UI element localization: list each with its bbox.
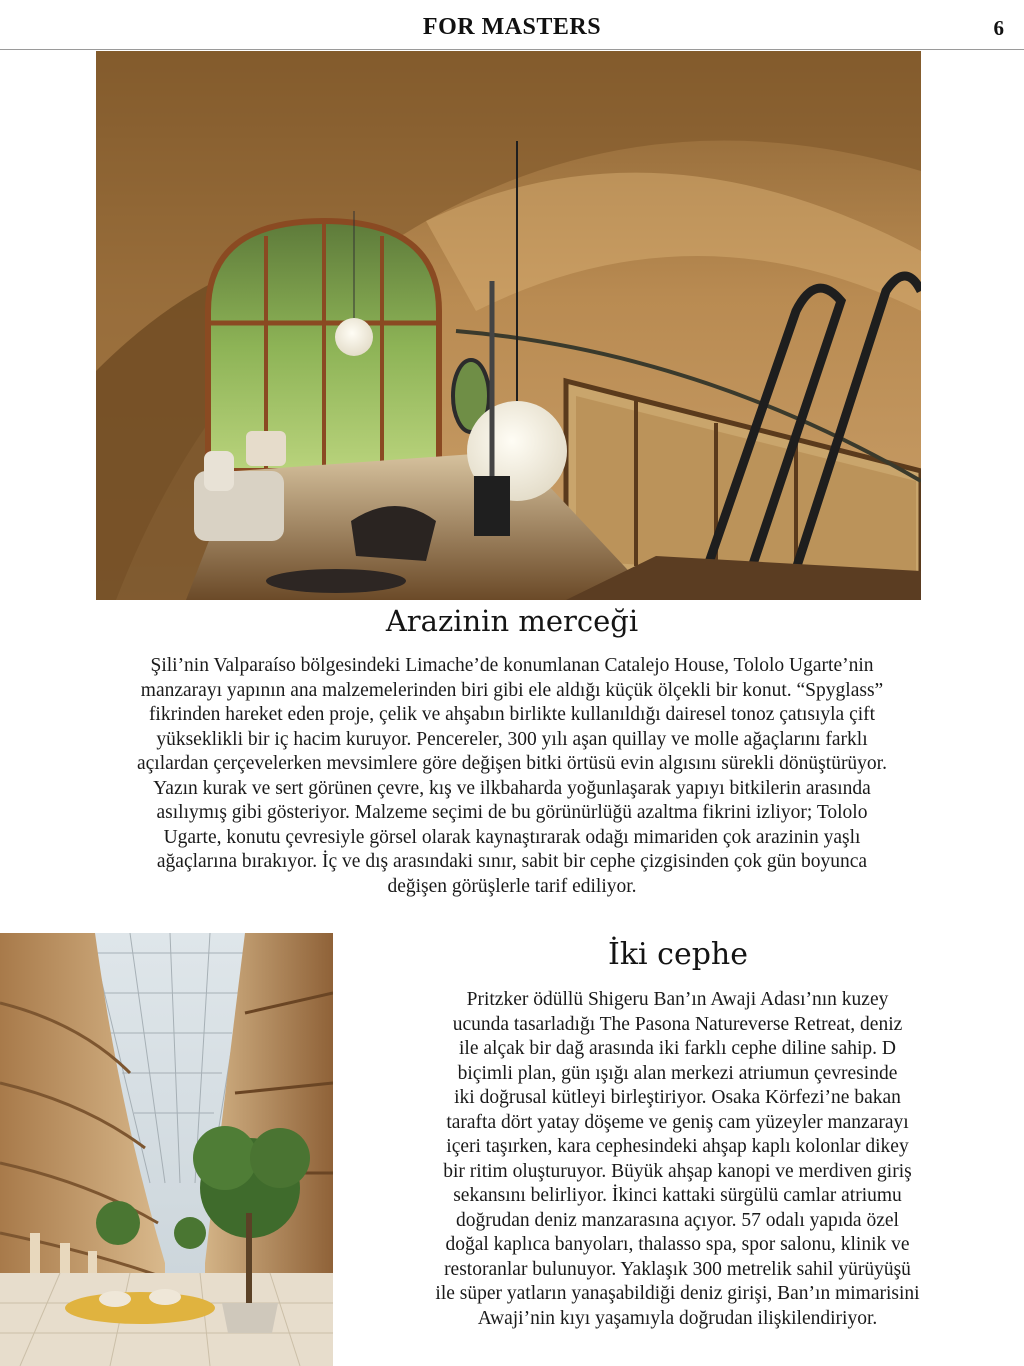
- article-2-title: İki cephe: [608, 937, 748, 972]
- article-1-line: yükseklikli bir iç hacim kuruyor. Pencereler, 300 yılı aşan quillay ve molle ağaçlarını farklı: [156, 728, 868, 750]
- article-1-line: Şili’nin Valparaíso bölgesindeki Limache’de konumlanan Catalejo House, Tololo Ugarte’nin: [150, 655, 874, 676]
- article-2-line: Awaji’nin kıyı yaşamıyla doğrudan ilişkilendiriyor.: [477, 1307, 878, 1329]
- article-2-line: içeri taşırken, kara cephesindeki ahşap kaplı kolonlar dikey: [446, 1136, 909, 1157]
- article-1-line: Ugarte, konutu çevresiyle görsel olarak kaynaştırarak odağı mimariden çok arazinin yaşlı: [163, 826, 861, 848]
- article-2-line: iki doğrusal kütleyi birleştiriyor. Osaka Körfezi’ne bakan: [454, 1087, 901, 1108]
- article-2-line: ucunda tasarladığı The Pasona Natureverse Retreat, deniz: [452, 1013, 903, 1035]
- article-2-line: doğal kaplıca banyoları, thalasso spa, spor salonu, klinik ve: [445, 1234, 910, 1255]
- article-1-line: manzarayı yapının ana malzemelerinden biri gibi ele aldığı küçük ölçekli bir konut. “Spyglass”: [140, 679, 884, 701]
- article-2-line: restoranlar bulunuyor. Yaklaşık 300 metrelik sahil yürüyüşü: [444, 1258, 911, 1280]
- article-1-line: açılardan çerçevelerken mevsimlere göre değişen bitki örtüsü evin algısını sürekli dönüştürüyor.: [137, 753, 887, 774]
- article-1-body: [40, 654, 984, 899]
- article-1-title: Arazinin merceği: [385, 604, 639, 638]
- article-2-line: sekansını belirliyor. İkinci kattaki sürgülü camlar atriumu: [453, 1185, 902, 1206]
- article-2-line: bir ritim oluşturuyor. Büyük ahşap kanopi ve merdiven giriş: [443, 1160, 912, 1182]
- article-2-line: tarafta dört yatay döşeme ve geniş cam yüzeyler manzarayı: [446, 1111, 909, 1133]
- article-2-line: doğrudan deniz manzarasına açıyor. 57 odalı yapıda özel: [456, 1209, 899, 1231]
- page-header: [0, 0, 1024, 50]
- magazine-brand: FOR MASTERS: [422, 14, 602, 40]
- article-2-line: Pritzker ödüllü Shigeru Ban’ın Awaji Adası’nın kuzey: [466, 989, 889, 1010]
- article-1-line: asılıymış gibi gösteriyor. Malzeme seçimi de bu görünürlüğü azaltma fikrini izliyor; Tololo: [156, 802, 868, 823]
- page-number: 6: [993, 16, 1004, 40]
- article-1-line: değişen görüşlerle tarif ediliyor.: [387, 875, 637, 897]
- article-2-line: biçimli plan, gün ışığı alan merkezi atriumun çevresinde: [457, 1062, 898, 1084]
- article-1-line: ağaçlarına bırakıyor. İç ve dış arasındaki sınır, sabit bir cephe çizgisinden çok gün boyunca: [156, 851, 868, 872]
- catalejo-house-interior-photo: [96, 51, 921, 600]
- article-2-line: ile alçak bir dağ arasında iki farklı cephe diline sahip. D: [459, 1038, 896, 1059]
- article-1-line: fikrinden hareket eden proje, çelik ve ahşabın birlikte kullanıldığı dairesel tonoz çatısıyla çift: [148, 704, 876, 725]
- article-1-line: Yazın kurak ve sert görünen çevre, kış ve ilkbaharda yoğunlaşarak yapıyı bitkilerin arasında: [153, 777, 871, 799]
- pasona-retreat-atrium-photo: [0, 933, 333, 1366]
- article-2-body: [370, 988, 985, 1331]
- article-2-line: ile süper yatların yanaşabildiği deniz girişi, Ban’ın mimarisini: [435, 1283, 920, 1304]
